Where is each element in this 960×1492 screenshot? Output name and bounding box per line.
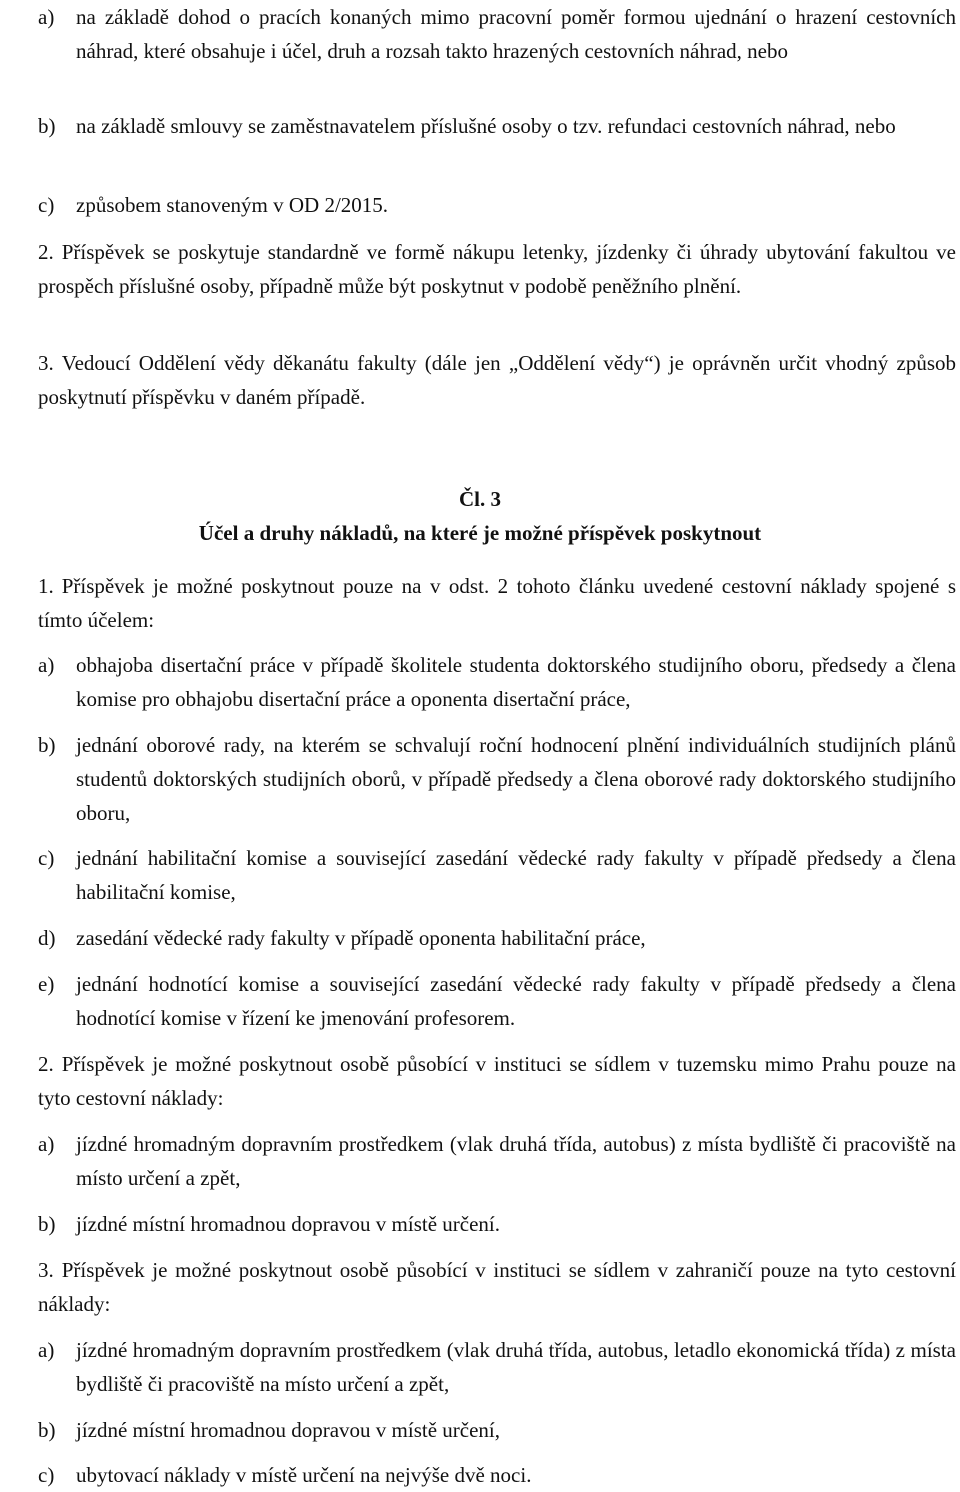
item-label: c) bbox=[38, 846, 55, 870]
item-text: ubytovací náklady v místě určení na nejvýše dvě noci. bbox=[76, 1463, 532, 1487]
paragraph-text: Příspěvek se poskytuje standardně ve formě nákupu letenky, jízdenky či úhrady ubytování fakultou ve prospěch příslušné osoby, případně může být poskytnut v podobě peněžního plnění. bbox=[38, 240, 956, 298]
item-text: způsobem stanoveným v OD 2/2015. bbox=[76, 193, 389, 217]
item-label: d) bbox=[38, 926, 56, 950]
list-item bbox=[38, 1458, 956, 1492]
item-label: b) bbox=[38, 114, 56, 138]
item-text: jednání oborové rady, na kterém se schvalují roční hodnocení plnění individuálních studijních plánů studentů doktorských studijních oborů, v případě předsedy a člena oborové rady doktorského studijního oboru, bbox=[76, 733, 956, 825]
paragraph-text: Příspěvek je možné poskytnout osobě působící v instituci se sídlem v zahraničí pouze na tyto cestovní náklady: bbox=[38, 1258, 956, 1316]
item-label: b) bbox=[38, 1212, 56, 1236]
item-text: zasedání vědecké rady fakulty v případě oponenta habilitační práce, bbox=[76, 926, 646, 950]
paragraph bbox=[38, 1253, 956, 1321]
item-label: b) bbox=[38, 733, 56, 757]
item-label: a) bbox=[38, 653, 55, 677]
paragraph bbox=[38, 1047, 956, 1115]
paragraph-text: Vedoucí Oddělení vědy děkanátu fakulty (dále jen „Oddělení vědy“) je oprávněn určit vhodný způsob poskytnutí příspěvku v daném případě. bbox=[38, 351, 956, 409]
article-title: Účel a druhy nákladů, na které je možné příspěvek poskytnout bbox=[198, 521, 762, 545]
paragraph-number: 2. bbox=[38, 1052, 54, 1076]
list-item bbox=[38, 967, 956, 1035]
item-label: a) bbox=[38, 1132, 55, 1156]
item-text: obhajoba disertační práce v případě školitele studenta doktorského studijního oboru, předsedy a člena komise pro obhajobu disertační práce a oponenta disertační práce, bbox=[76, 653, 956, 711]
item-label: a) bbox=[38, 1338, 55, 1362]
list-item bbox=[38, 1207, 956, 1241]
item-text: na základě smlouvy se zaměstnavatelem příslušné osoby o tzv. refundaci cestovních náhrad, nebo bbox=[76, 114, 896, 138]
paragraph bbox=[38, 346, 956, 414]
paragraph-number: 1. bbox=[38, 574, 54, 598]
paragraph bbox=[38, 569, 956, 637]
item-label: b) bbox=[38, 1418, 56, 1442]
item-label: c) bbox=[38, 1463, 55, 1487]
list-item bbox=[38, 728, 956, 830]
article-number: Čl. 3 bbox=[459, 487, 501, 511]
list-item bbox=[38, 0, 956, 68]
item-text: jednání hodnotící komise a související zasedání vědecké rady fakulty v případě předsedy a člena hodnotící komise v řízení ke jmenování profesorem. bbox=[76, 972, 956, 1030]
list-item bbox=[38, 648, 956, 716]
paragraph bbox=[38, 235, 956, 303]
item-text: jízdné místní hromadnou dopravou v místě určení. bbox=[76, 1212, 500, 1236]
list-item bbox=[38, 109, 956, 143]
item-label: a) bbox=[38, 5, 55, 29]
item-text: na základě dohod o pracích konaných mimo pracovní poměr formou ujednání o hrazení cestovních náhrad, které obsahuje i účel, druh a rozsah takto hrazených cestovních náhrad, nebo bbox=[76, 5, 956, 63]
item-text: jízdné hromadným dopravním prostředkem (vlak druhá třída, autobus) z místa bydliště či pracoviště na místo určení a zpět, bbox=[76, 1132, 956, 1190]
item-text: jízdné místní hromadnou dopravou v místě určení, bbox=[76, 1418, 500, 1442]
paragraph-number: 3. bbox=[38, 351, 54, 375]
list-item bbox=[38, 1127, 956, 1195]
item-text: jednání habilitační komise a související zasedání vědecké rady fakulty v případě předsedy a člena habilitační komise, bbox=[76, 846, 956, 904]
list-item bbox=[38, 188, 956, 222]
paragraph-number: 2. bbox=[38, 240, 54, 264]
paragraph-number: 3. bbox=[38, 1258, 54, 1282]
item-label: c) bbox=[38, 193, 55, 217]
list-item bbox=[38, 841, 956, 909]
paragraph-text: Příspěvek je možné poskytnout pouze na v odst. 2 tohoto článku uvedené cestovní náklady spojené s tímto účelem: bbox=[38, 574, 956, 632]
list-item bbox=[38, 921, 956, 955]
list-item bbox=[38, 1413, 956, 1447]
item-text: jízdné hromadným dopravním prostředkem (vlak druhá třída, autobus, letadlo ekonomická třída) z místa bydliště či pracoviště na místo určení a zpět, bbox=[76, 1338, 956, 1396]
paragraph-text: Příspěvek je možné poskytnout osobě působící v instituci se sídlem v tuzemsku mimo Prahu pouze na tyto cestovní náklady: bbox=[38, 1052, 956, 1110]
item-label: e) bbox=[38, 972, 55, 996]
list-item bbox=[38, 1333, 956, 1401]
